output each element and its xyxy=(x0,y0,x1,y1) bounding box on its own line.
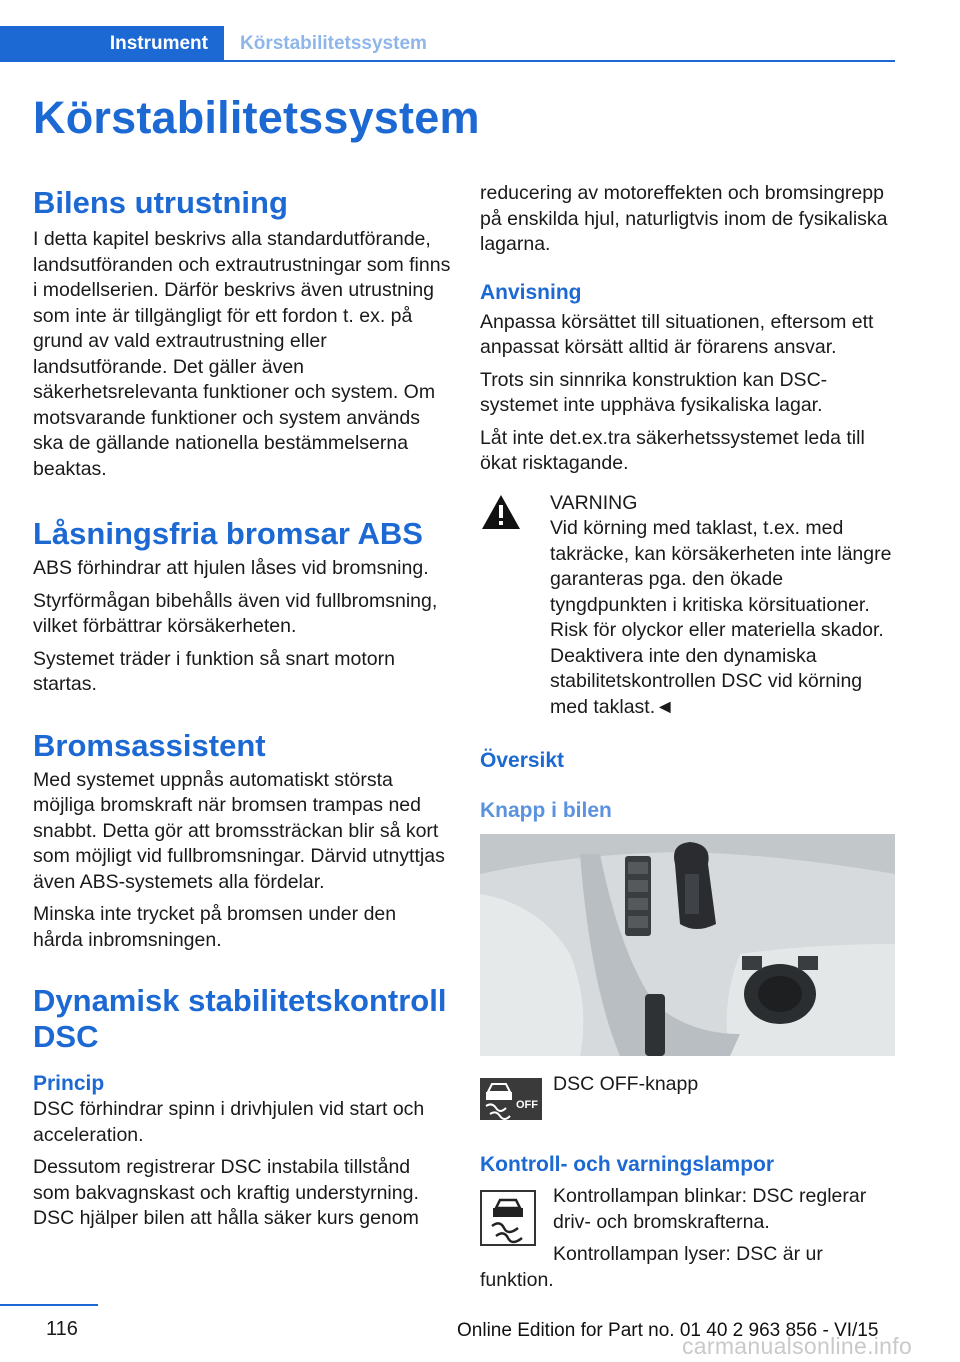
warning-text: Vid körning med taklast, t.ex. med takräcke, kan körsäkerheten inte längre garanteras pga. den ökade tyngdpunkten i kritiska körsituationer. Risk för olyckor eller materiella skador. Deaktivera inte den dynamiska stabilitetskontrollen DSC vid körning med taklast.◄ xyxy=(550,517,892,718)
header-divider xyxy=(224,60,895,62)
heading-lamps: Kontroll- och varningslampor xyxy=(480,1153,775,1176)
dsc-paragraph-2-continued: reducering av motoreffekten och bromsingrepp på enskilda hjul, naturligtvis inom de fysikaliska lagarna. xyxy=(480,182,888,255)
note-paragraph-2: Trots sin sinnrika konstruktion kan DSC-systemet inte upphäva fysikaliska lagar. xyxy=(480,368,828,416)
lamps-row xyxy=(480,1184,896,1235)
center-console-photo xyxy=(480,834,895,1056)
note-paragraph-1: Anpassa körsättet till situationen, eftersom ett anpassat körsätt alltid är förarens ansvar. xyxy=(480,310,874,358)
dsc-off-caption: DSC OFF-knapp xyxy=(553,1073,699,1095)
brake-assist-paragraph-1: Med systemet uppnås automatiskt största möjliga bromskraft när bromsen trampas ned snabbt. Detta gör att bromssträckan blir så kort som möjligt vid fullbromsningar. Därvid utnyttjas även ABS-systemets alla fördelar. xyxy=(33,768,445,893)
left-column xyxy=(33,185,451,1239)
right-column xyxy=(480,181,896,1300)
page-number: 116 xyxy=(46,1318,78,1340)
brake-assist-paragraph-2: Minska inte trycket på bromsen under den hårda inbromsningen. xyxy=(33,903,397,951)
heading-principle: Princip xyxy=(33,1072,105,1095)
abs-paragraph-3: Systemet träder i funktion så snart motorn startas. xyxy=(33,647,395,695)
heading-dsc: Dynamisk stabilitetskontroll DSC xyxy=(33,983,447,1054)
tab-instrument[interactable]: Instrument xyxy=(0,26,224,62)
heading-abs: Låsningsfria bromsar ABS xyxy=(33,516,423,551)
tab-korstabilitetssystem[interactable]: Körstabilitetssystem xyxy=(240,33,427,54)
note-paragraph-3: Låt inte det.ex.tra säkerhetssystemet leda till ökat risktagande. xyxy=(480,426,865,474)
warning-label: VARNING xyxy=(550,491,638,514)
abs-paragraph-1: ABS förhindrar att hjulen låses vid bromsning. xyxy=(33,557,429,579)
dsc-warning-lamp-icon xyxy=(480,1190,536,1246)
watermark: carmanualsonline.info xyxy=(682,1333,913,1359)
heading-button-in-car: Knapp i bilen xyxy=(480,799,612,822)
equipment-text: I detta kapitel beskrivs alla standardutförande, landsutföranden och extrautrustningar som finns i modellserien. Därför beskrivs även utrustning som inte är tillgängligt för ett fordon t. ex. på grund av vald extrautrustning eller landsutförande. Det gäller även säkerhetsrelevanta funktioner och system. Om motsvarande funktioner och system används ska de gällande nationella bestämmelserna beaktas. xyxy=(33,228,451,480)
dsc-paragraph-1: DSC förhindrar spinn i drivhjulen vid start och acceleration. xyxy=(33,1098,425,1146)
dsc-paragraph-2: Dessutom registrerar DSC instabila tillstånd som bakvagnskast och kraftig understyrning. DSC hjälper bilen att hålla säker kurs genom xyxy=(33,1156,419,1229)
lamps-paragraph-2: Kontrollampan lyser: DSC är ur funktion. xyxy=(480,1243,823,1291)
heading-overview: Översikt xyxy=(480,749,565,772)
edition-info: Online Edition for Part no. 01 40 2 963 856 - VI/15 xyxy=(457,1320,879,1341)
dsc-off-icon xyxy=(480,1078,542,1120)
header-bar xyxy=(0,26,895,62)
page-title: Körstabilitetssystem xyxy=(33,92,480,143)
warning-triangle-icon xyxy=(480,493,522,531)
heading-equipment: Bilens utrustning xyxy=(33,185,288,220)
lamps-paragraph-1: Kontrollampan blinkar: DSC reglerar driv- och bromskrafterna. xyxy=(553,1185,867,1233)
heading-note: Anvisning xyxy=(480,280,582,304)
svg-text:OFF: OFF xyxy=(516,1099,538,1111)
footer-divider xyxy=(0,1304,98,1306)
heading-brake-assist: Bromsassistent xyxy=(33,727,266,763)
dsc-off-button-row xyxy=(480,1072,896,1118)
abs-paragraph-2: Styrförmågan bibehålls även vid fullbromsning, vilket förbättrar körsäkerheten. xyxy=(33,589,438,637)
warning-box xyxy=(480,491,896,721)
